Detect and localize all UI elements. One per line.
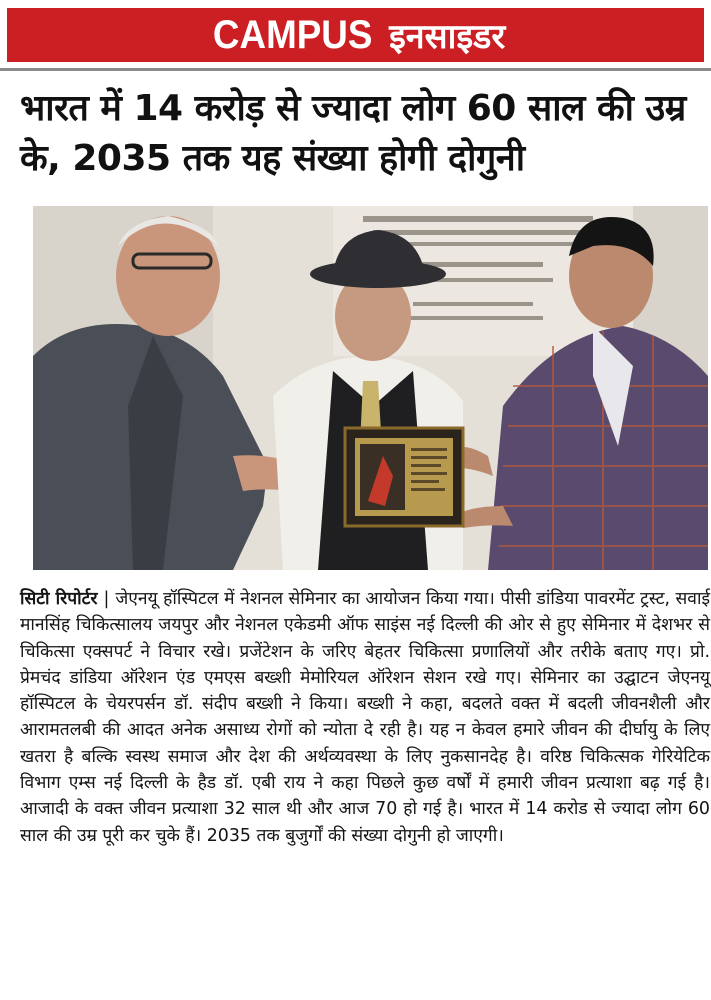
byline-separator: |: [103, 589, 110, 609]
section-title-en: CAMPUS: [212, 12, 373, 57]
section-banner: [7, 8, 704, 62]
article-text: जेएनयू हॉस्पिटल में नेशनल सेमिनार का आयोजन किया गया। पीसी डांडिया पावरमेंट ट्रस्ट, सवाई मानसिंह चिकित्सालय जयपुर और नेशनल एकेडमी ऑफ साइंस नई दिल्ली की ओर से हुए सेमिनार में देशभर से चिकित्सा एक्सपर्ट ने विचार रखे। प्रजेंटेशन के जरिए बेहतर चिकित्सा प्रणालियों और तरीके बताए गए। प्रो. प्रेमचंद डांडिया ऑरेशन एंड एमएस बख्शी मेमोरियल ऑरेशन सेशन रखे गए। सेमिनार का उद्घाटन जेएनयू हॉस्पिटल के चेयरपर्सन डॉ. संदीप बख्शी ने किया। बख्शी ने कहा, बदलते वक्त में बदली जीवनशैली और आरामतलबी की आदत अनेक असाध्य रोगों को न्योता दे रही है। यह न केवल हमारे जीवन की दीर्घायु के लिए खतरा है बल्कि स्वस्थ समाज और देश की अर्थव्यवस्था के लिए नुकसानदेह है। वरिष्ठ चिकित्सक गेरियेटिक विभाग एम्स नई दिल्ली के हैड डॉ. एबी राय ने कहा पिछले कुछ वर्षों में हमारी जीवन प्रत्याशा बढ़ गई है। आजादी के वक्त जीवन प्रत्याशा 32 साल थी और आज 70 हो गई है। भारत में 14 करोड से ज्यादा लोग 60 साल की उम्र पूरी कर चुके हैं। 2035 तक बुजुर्गों की संख्या दोगुनी हो जाएगी।: [20, 589, 710, 846]
headline: भारत में 14 करोड़ से ज्यादा लोग 60 साल की उम्र के, 2035 तक यह संख्या होगी दोगुनी: [20, 88, 686, 179]
article-body: [20, 586, 710, 849]
byline: सिटी रिपोर्टर: [20, 589, 98, 609]
section-title-hi: इनसाइडर: [389, 17, 506, 57]
award-presentation-photo: [33, 206, 708, 570]
masthead: [0, 0, 711, 68]
masthead-divider: [0, 68, 711, 71]
